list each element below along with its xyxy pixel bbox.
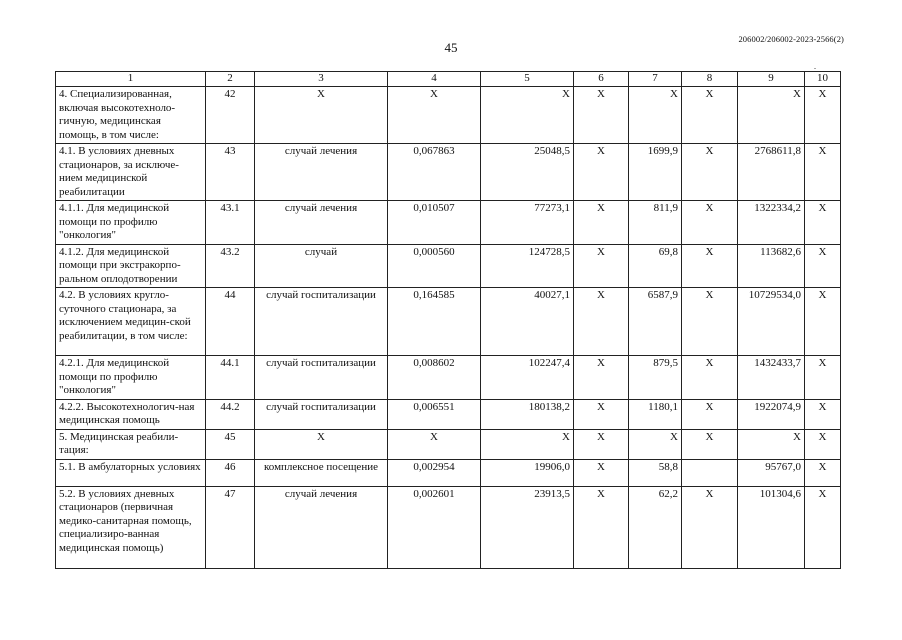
table-row — [56, 399, 841, 429]
table-cell: Х — [574, 87, 629, 144]
table-cell: Х — [682, 244, 738, 288]
table-cell: Х — [738, 87, 805, 144]
column-header: 3 — [255, 72, 388, 87]
row-label-cell: 4.1.1. Для медицинской помощи по профилю "онкология" — [56, 201, 206, 245]
row-label-cell: 4.2. В условиях кругло-суточного стационара, за исключением медицин-ской реабилитации, в том числе: — [56, 288, 206, 356]
table-cell: Х — [255, 87, 388, 144]
table-cell: Х — [574, 288, 629, 356]
table-cell: 43.1 — [206, 201, 255, 245]
data-table — [55, 71, 841, 569]
table-cell: 46 — [206, 459, 255, 486]
table-cell: Х — [805, 144, 841, 201]
row-label-cell: 4.2.1. Для медицинской помощи по профилю "онкология" — [56, 356, 206, 400]
row-label-cell: 4.1.2. Для медицинской помощи при экстракорпо-ральном оплодотворении — [56, 244, 206, 288]
table-cell: 47 — [206, 486, 255, 568]
table-cell: Х — [629, 429, 682, 459]
table-cell: 1699,9 — [629, 144, 682, 201]
table-cell: Х — [388, 429, 481, 459]
table-row — [56, 144, 841, 201]
table-cell: 879,5 — [629, 356, 682, 400]
table-cell: Х — [682, 201, 738, 245]
page-number: 45 — [444, 40, 458, 55]
row-label-cell: 5. Медицинская реабили-тация: — [56, 429, 206, 459]
table-cell: комплексное посещение — [255, 459, 388, 486]
table-cell: Х — [682, 429, 738, 459]
table-cell — [682, 459, 738, 486]
table-row — [56, 201, 841, 245]
table-cell: случай лечения — [255, 201, 388, 245]
table-row — [56, 459, 841, 486]
table-cell: Х — [682, 356, 738, 400]
table-cell: 58,8 — [629, 459, 682, 486]
row-label-cell: 4.2.2. Высокотехнологич-ная медицинская помощь — [56, 399, 206, 429]
table-cell: 811,9 — [629, 201, 682, 245]
table-cell: Х — [574, 201, 629, 245]
table-cell: 0,000560 — [388, 244, 481, 288]
table-cell: Х — [805, 288, 841, 356]
table-cell: Х — [682, 144, 738, 201]
table-cell: случай лечения — [255, 144, 388, 201]
table-cell: Х — [574, 399, 629, 429]
column-header: 1 — [56, 72, 206, 87]
table-cell: 43 — [206, 144, 255, 201]
table-cell: Х — [805, 244, 841, 288]
table-cell: 180138,2 — [481, 399, 574, 429]
table-cell: 77273,1 — [481, 201, 574, 245]
table-cell: 62,2 — [629, 486, 682, 568]
table-cell: Х — [805, 87, 841, 144]
table-cell: Х — [574, 486, 629, 568]
row-label-cell: 5.1. В амбулаторных условиях — [56, 459, 206, 486]
table-cell: 69,8 — [629, 244, 682, 288]
table-cell: Х — [629, 87, 682, 144]
table-row — [56, 288, 841, 356]
table-cell: Х — [805, 356, 841, 400]
table-cell: Х — [805, 429, 841, 459]
table-cell: 23913,5 — [481, 486, 574, 568]
table-cell: 42 — [206, 87, 255, 144]
table-cell: Х — [682, 486, 738, 568]
table-cell: Х — [574, 429, 629, 459]
table-cell: 95767,0 — [738, 459, 805, 486]
row-label-cell: 4.1. В условиях дневных стационаров, за исключе-нием медицинской реабилитации — [56, 144, 206, 201]
table-cell: 1322334,2 — [738, 201, 805, 245]
table-row — [56, 87, 841, 144]
table-cell: Х — [481, 87, 574, 144]
table-cell: Х — [574, 459, 629, 486]
table-cell: Х — [574, 244, 629, 288]
column-header: 10 — [805, 72, 841, 87]
column-header: 6 — [574, 72, 629, 87]
table-cell: 101304,6 — [738, 486, 805, 568]
table-cell: случай — [255, 244, 388, 288]
table-cell: Х — [738, 429, 805, 459]
table-cell: 0,008602 — [388, 356, 481, 400]
table-cell: 44.2 — [206, 399, 255, 429]
table-row — [56, 486, 841, 568]
table-cell: 40027,1 — [481, 288, 574, 356]
column-header: 7 — [629, 72, 682, 87]
table-cell: 2768611,8 — [738, 144, 805, 201]
column-header: 9 — [738, 72, 805, 87]
table-cell: 43.2 — [206, 244, 255, 288]
table-cell: Х — [805, 459, 841, 486]
column-header: 2 — [206, 72, 255, 87]
table-cell: Х — [682, 87, 738, 144]
table-cell: 0,164585 — [388, 288, 481, 356]
table-cell: 0,006551 — [388, 399, 481, 429]
table-row — [56, 244, 841, 288]
table-cell: 6587,9 — [629, 288, 682, 356]
table-cell: 25048,5 — [481, 144, 574, 201]
stray-mark: . — [814, 62, 816, 71]
table-cell: 102247,4 — [481, 356, 574, 400]
table-cell: Х — [682, 399, 738, 429]
table-cell: Х — [255, 429, 388, 459]
table-cell: 44 — [206, 288, 255, 356]
table-cell: 0,067863 — [388, 144, 481, 201]
table-cell: 0,002601 — [388, 486, 481, 568]
document-id: 206002/206002-2023-2566(2) — [738, 34, 844, 44]
table-cell: случай лечения — [255, 486, 388, 568]
table-row — [56, 429, 841, 459]
column-header: 4 — [388, 72, 481, 87]
table-cell: 0,002954 — [388, 459, 481, 486]
table-cell: 1922074,9 — [738, 399, 805, 429]
table-cell: 0,010507 — [388, 201, 481, 245]
table-cell: 1432433,7 — [738, 356, 805, 400]
table-cell: случай госпитализации — [255, 399, 388, 429]
column-header: 5 — [481, 72, 574, 87]
table-cell: Х — [574, 144, 629, 201]
table-cell: случай госпитализации — [255, 356, 388, 400]
table-cell: Х — [574, 356, 629, 400]
table-row — [56, 356, 841, 400]
row-label-cell: 4. Специализированная, включая высокотехноло-гичную, медицинская помощь, в том числе: — [56, 87, 206, 144]
table-cell: Х — [481, 429, 574, 459]
table-cell: Х — [682, 288, 738, 356]
table-header-row — [56, 72, 841, 87]
table-cell: 124728,5 — [481, 244, 574, 288]
table-cell: 45 — [206, 429, 255, 459]
table-cell: Х — [805, 486, 841, 568]
table-cell: 44.1 — [206, 356, 255, 400]
table-cell: 113682,6 — [738, 244, 805, 288]
table-cell: Х — [805, 201, 841, 245]
table-cell: случай госпитализации — [255, 288, 388, 356]
table-cell: 1180,1 — [629, 399, 682, 429]
column-header: 8 — [682, 72, 738, 87]
table-cell: 10729534,0 — [738, 288, 805, 356]
row-label-cell: 5.2. В условиях дневных стационаров (первичная медико-санитарная помощь, специализиро-ванная медицинская помощь) — [56, 486, 206, 568]
table-cell: Х — [805, 399, 841, 429]
table-cell: Х — [388, 87, 481, 144]
table-cell: 19906,0 — [481, 459, 574, 486]
